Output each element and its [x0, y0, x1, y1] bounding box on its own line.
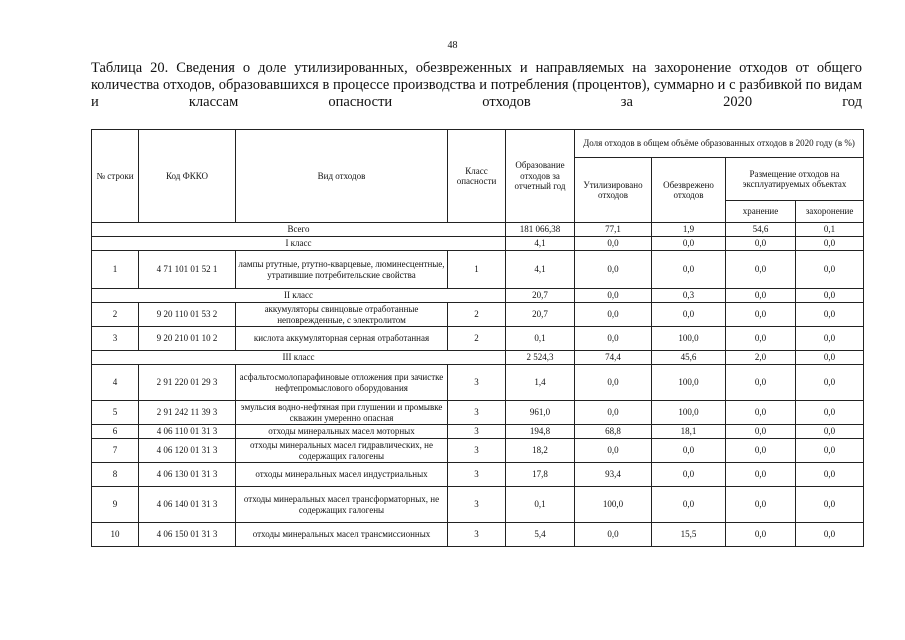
generated-cell: 5,4	[506, 523, 575, 547]
storage-cell: 0,0	[726, 463, 796, 487]
header-share-group: Доля отходов в общем объёме образованных отходов в 2020 году (в %)	[575, 130, 864, 158]
burial-cell: 0,0	[796, 487, 864, 523]
neutralized-cell: 0,0	[652, 487, 726, 523]
row-number-cell: 3	[92, 327, 139, 351]
storage-cell: 0,0	[726, 523, 796, 547]
utilized-cell: 0,0	[575, 251, 652, 289]
table-row	[92, 327, 864, 351]
hazard-class-cell: 3	[448, 463, 506, 487]
hazard-class-cell: 3	[448, 523, 506, 547]
burial-cell: 0,0	[796, 523, 864, 547]
table-row	[92, 303, 864, 327]
storage-cell: 0,0	[726, 289, 796, 303]
hazard-class-cell: 1	[448, 251, 506, 289]
generated-cell: 4,1	[506, 237, 575, 251]
burial-cell: 0,0	[796, 237, 864, 251]
utilized-cell: 0,0	[575, 523, 652, 547]
utilized-cell: 0,0	[575, 303, 652, 327]
row-number-cell: 2	[92, 303, 139, 327]
row-number-cell: 10	[92, 523, 139, 547]
utilized-cell: 77,1	[575, 223, 652, 237]
fkko-code-cell: 4 06 110 01 31 3	[139, 425, 236, 439]
total-label-cell: Всего	[92, 223, 506, 237]
neutralized-cell: 100,0	[652, 401, 726, 425]
utilized-cell: 0,0	[575, 439, 652, 463]
waste-name-cell: асфальтосмолопарафиновые отложения при зачистке нефтепромыслового оборудования	[236, 365, 448, 401]
neutralized-cell: 100,0	[652, 327, 726, 351]
row-number-cell: 6	[92, 425, 139, 439]
storage-cell: 0,0	[726, 237, 796, 251]
generated-cell: 194,8	[506, 425, 575, 439]
burial-cell: 0,0	[796, 425, 864, 439]
burial-cell: 0,0	[796, 365, 864, 401]
neutralized-cell: 100,0	[652, 365, 726, 401]
generated-cell: 1,4	[506, 365, 575, 401]
burial-cell: 0,0	[796, 327, 864, 351]
generated-cell: 0,1	[506, 487, 575, 523]
table-row	[92, 523, 864, 547]
storage-cell: 0,0	[726, 439, 796, 463]
storage-cell: 0,0	[726, 401, 796, 425]
header-fkko: Код ФККО	[139, 130, 236, 223]
neutralized-cell: 0,3	[652, 289, 726, 303]
row-number-cell: 5	[92, 401, 139, 425]
neutralized-cell: 0,0	[652, 251, 726, 289]
fkko-code-cell: 4 06 120 01 31 3	[139, 439, 236, 463]
burial-cell: 0,0	[796, 463, 864, 487]
table-body	[92, 223, 864, 547]
class-row	[92, 289, 864, 303]
storage-cell: 0,0	[726, 487, 796, 523]
storage-cell: 0,0	[726, 327, 796, 351]
header-waste-type: Вид отходов	[236, 130, 448, 223]
class-label-cell: I класс	[92, 237, 506, 251]
class-label-cell: II класс	[92, 289, 506, 303]
storage-cell: 2,0	[726, 351, 796, 365]
fkko-code-cell: 9 20 110 01 53 2	[139, 303, 236, 327]
storage-cell: 0,0	[726, 303, 796, 327]
header-burial: захоронение	[796, 201, 864, 223]
generated-cell: 20,7	[506, 289, 575, 303]
utilized-cell: 0,0	[575, 237, 652, 251]
header-storage: хранение	[726, 201, 796, 223]
utilized-cell: 74,4	[575, 351, 652, 365]
burial-cell: 0,0	[796, 303, 864, 327]
waste-name-cell: эмульсия водно-нефтяная при глушении и промывке скважин умеренно опасная	[236, 401, 448, 425]
utilized-cell: 68,8	[575, 425, 652, 439]
waste-name-cell: отходы минеральных масел индустриальных	[236, 463, 448, 487]
generated-cell: 20,7	[506, 303, 575, 327]
utilized-cell: 0,0	[575, 289, 652, 303]
generated-cell: 4,1	[506, 251, 575, 289]
waste-table	[91, 129, 864, 547]
neutralized-cell: 0,0	[652, 439, 726, 463]
header-utilized: Утилизировано отходов	[575, 158, 652, 223]
table-row	[92, 425, 864, 439]
waste-name-cell: лампы ртутные, ртутно-кварцевые, люминесцентные, утратившие потребительские свойства	[236, 251, 448, 289]
header-neutralized: Обезврежено отходов	[652, 158, 726, 223]
table-row	[92, 463, 864, 487]
hazard-class-cell: 3	[448, 365, 506, 401]
storage-cell: 0,0	[726, 251, 796, 289]
generated-cell: 181 066,38	[506, 223, 575, 237]
class-label-cell: III класс	[92, 351, 506, 365]
hazard-class-cell: 3	[448, 425, 506, 439]
burial-cell: 0,0	[796, 251, 864, 289]
total-row	[92, 223, 864, 237]
header-hazard-class: Класс опасности	[448, 130, 506, 223]
waste-name-cell: отходы минеральных масел моторных	[236, 425, 448, 439]
hazard-class-cell: 3	[448, 439, 506, 463]
class-row	[92, 237, 864, 251]
header-placement: Размещение отходов на эксплуатируемых объектах	[726, 158, 864, 201]
burial-cell: 0,0	[796, 351, 864, 365]
header-generated: Образование отходов за отчетный год	[506, 130, 575, 223]
neutralized-cell: 0,0	[652, 303, 726, 327]
neutralized-cell: 0,0	[652, 237, 726, 251]
storage-cell: 54,6	[726, 223, 796, 237]
waste-name-cell: отходы минеральных масел трансмиссионных	[236, 523, 448, 547]
utilized-cell: 0,0	[575, 327, 652, 351]
utilized-cell: 0,0	[575, 401, 652, 425]
burial-cell: 0,0	[796, 401, 864, 425]
table-row	[92, 365, 864, 401]
fkko-code-cell: 2 91 242 11 39 3	[139, 401, 236, 425]
row-number-cell: 9	[92, 487, 139, 523]
generated-cell: 0,1	[506, 327, 575, 351]
page-number: 48	[447, 40, 458, 51]
generated-cell: 17,8	[506, 463, 575, 487]
row-number-cell: 7	[92, 439, 139, 463]
neutralized-cell: 18,1	[652, 425, 726, 439]
table-row	[92, 487, 864, 523]
row-number-cell: 8	[92, 463, 139, 487]
row-number-cell: 1	[92, 251, 139, 289]
utilized-cell: 0,0	[575, 365, 652, 401]
row-number-cell: 4	[92, 365, 139, 401]
waste-name-cell: отходы минеральных масел трансформаторных, не содержащих галогены	[236, 487, 448, 523]
generated-cell: 2 524,3	[506, 351, 575, 365]
utilized-cell: 100,0	[575, 487, 652, 523]
burial-cell: 0,0	[796, 289, 864, 303]
storage-cell: 0,0	[726, 425, 796, 439]
fkko-code-cell: 4 06 130 01 31 3	[139, 463, 236, 487]
table-caption: Таблица 20. Сведения о доле утилизированных, обезвреженных и направляемых на захоронение отходов от общего количества отходов, образовавшихся в процессе производства и потребления (процентов), суммарно и с разбивкой по видам и классам опасности отходов за 2020 год	[91, 60, 862, 110]
class-row	[92, 351, 864, 365]
waste-name-cell: кислота аккумуляторная серная отработанная	[236, 327, 448, 351]
fkko-code-cell: 4 71 101 01 52 1	[139, 251, 236, 289]
header-row-no: № строки	[92, 130, 139, 223]
burial-cell: 0,0	[796, 439, 864, 463]
hazard-class-cell: 3	[448, 487, 506, 523]
fkko-code-cell: 4 06 140 01 31 3	[139, 487, 236, 523]
fkko-code-cell: 4 06 150 01 31 3	[139, 523, 236, 547]
utilized-cell: 93,4	[575, 463, 652, 487]
waste-name-cell: отходы минеральных масел гидравлических, не содержащих галогены	[236, 439, 448, 463]
fkko-code-cell: 2 91 220 01 29 3	[139, 365, 236, 401]
neutralized-cell: 0,0	[652, 463, 726, 487]
neutralized-cell: 1,9	[652, 223, 726, 237]
generated-cell: 961,0	[506, 401, 575, 425]
burial-cell: 0,1	[796, 223, 864, 237]
generated-cell: 18,2	[506, 439, 575, 463]
table-row	[92, 251, 864, 289]
hazard-class-cell: 2	[448, 303, 506, 327]
neutralized-cell: 45,6	[652, 351, 726, 365]
table-row	[92, 439, 864, 463]
hazard-class-cell: 3	[448, 401, 506, 425]
hazard-class-cell: 2	[448, 327, 506, 351]
fkko-code-cell: 9 20 210 01 10 2	[139, 327, 236, 351]
neutralized-cell: 15,5	[652, 523, 726, 547]
waste-name-cell: аккумуляторы свинцовые отработанные неповрежденные, с электролитом	[236, 303, 448, 327]
storage-cell: 0,0	[726, 365, 796, 401]
table-row	[92, 401, 864, 425]
